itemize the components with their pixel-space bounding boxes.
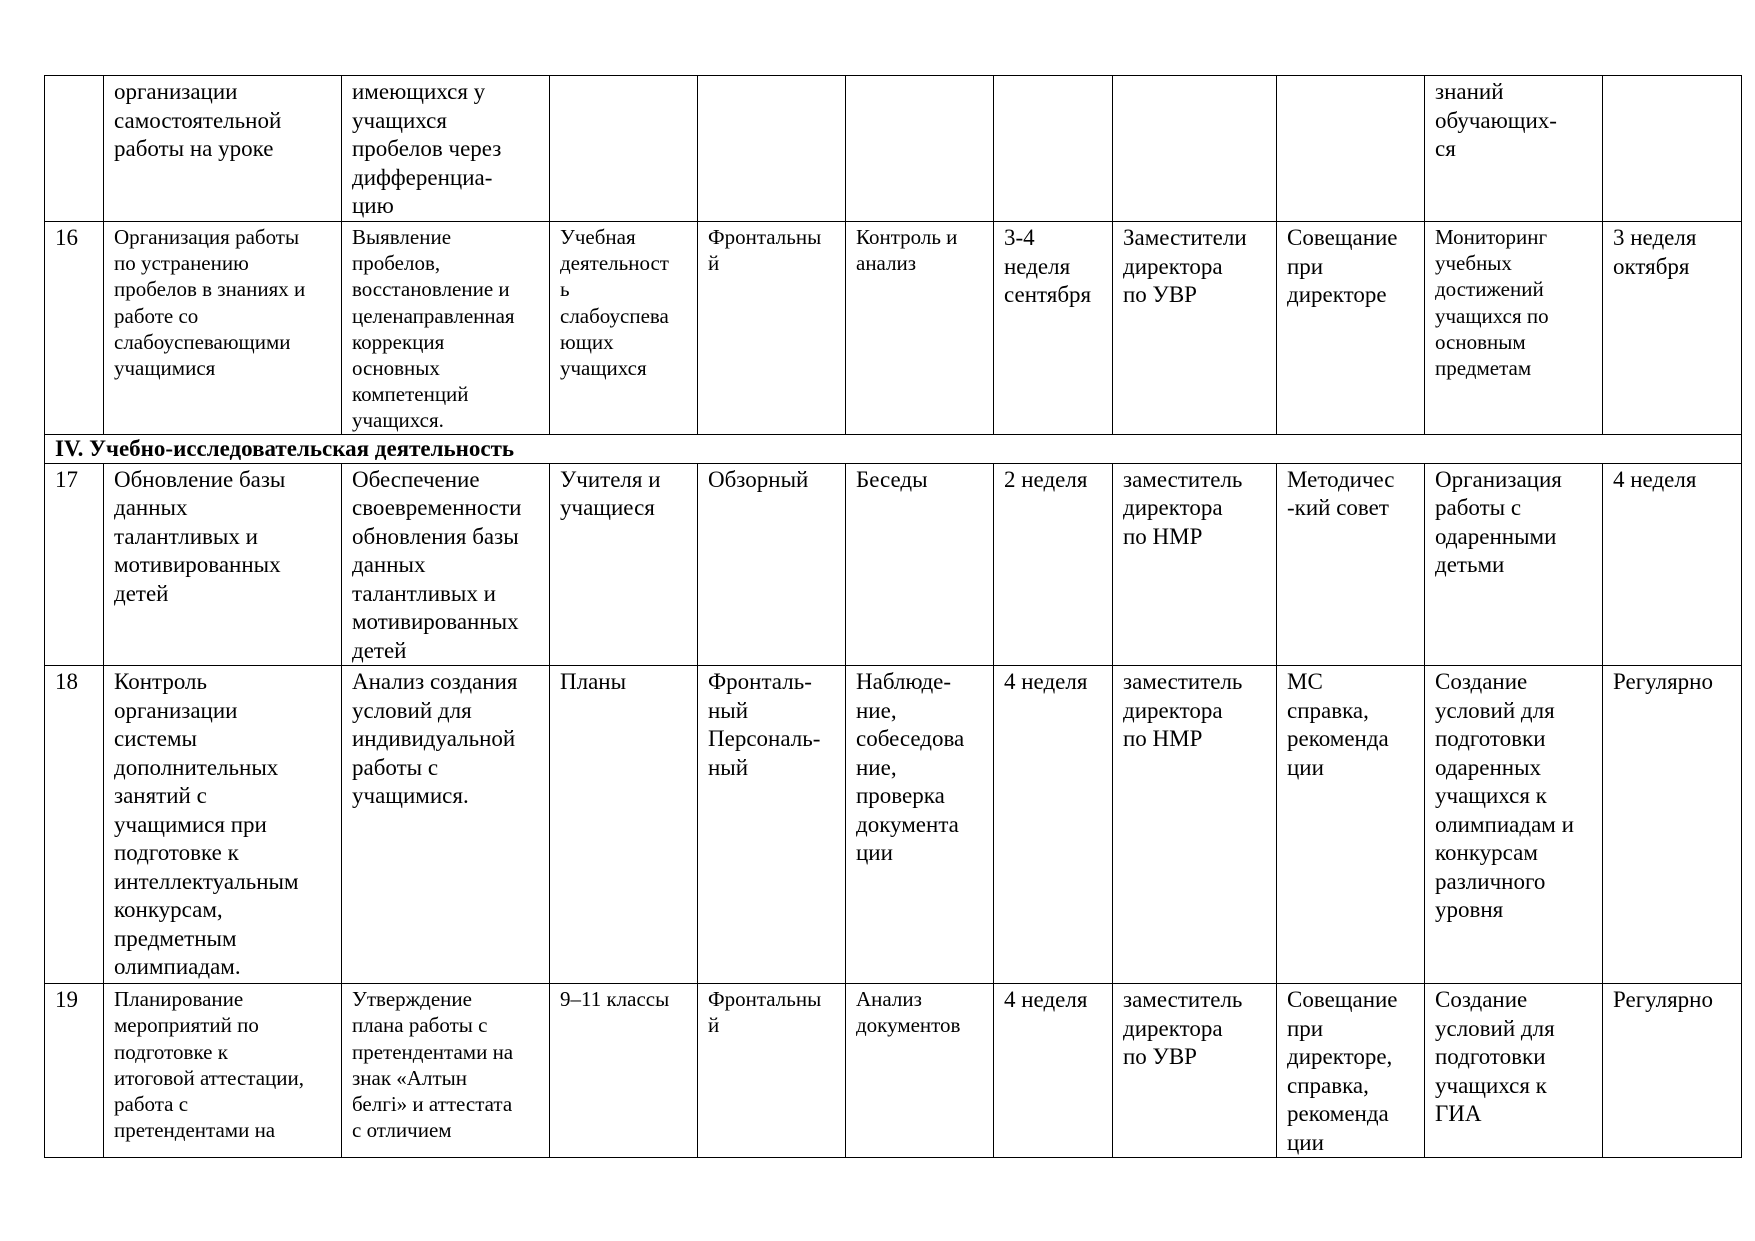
control-method: Анализ документов <box>846 984 994 1158</box>
control-topic: Контроль организации системы дополнительных занятий с учащимися при подготовке к интеллектуальным конкурсам, предметным олимпиадам. <box>104 666 342 984</box>
control-date <box>994 76 1113 222</box>
control-type: Фронтальны й <box>698 984 846 1158</box>
control-topic: Обновление базы данных талантливых и мотивированных детей <box>104 463 342 666</box>
control-deadline: Регулярно <box>1603 666 1742 984</box>
table-row <box>45 463 1742 666</box>
control-method <box>846 76 994 222</box>
table-row <box>45 76 1742 222</box>
control-result: Создание условий для подготовки учащихся к ГИА <box>1425 984 1603 1158</box>
control-object: Учителя и учащиеся <box>550 463 698 666</box>
control-goal: Утверждение плана работы с претендентами на знак «Алтын белгі» и аттестата с отличием <box>342 984 550 1158</box>
table-row <box>45 666 1742 984</box>
control-deadline: 4 неделя <box>1603 463 1742 666</box>
control-review: Методичес -кий совет <box>1277 463 1425 666</box>
control-review: Совещание при директоре, справка, рекоменда ции <box>1277 984 1425 1158</box>
control-goal: имеющихся у учащихся пробелов через дифференциа- цию <box>342 76 550 222</box>
control-topic: Организация работы по устранению пробелов в знаниях и работе со слабоуспевающими учащимися <box>104 222 342 435</box>
control-deadline: 3 неделя октября <box>1603 222 1742 435</box>
row-number: 19 <box>45 984 104 1158</box>
table-row <box>45 222 1742 435</box>
control-responsible: заместитель директора по УВР <box>1113 984 1277 1158</box>
control-object: 9–11 классы <box>550 984 698 1158</box>
control-method: Беседы <box>846 463 994 666</box>
control-result: Создание условий для подготовки одаренных учащихся к олимпиадам и конкурсам различного уровня <box>1425 666 1603 984</box>
control-object <box>550 76 698 222</box>
control-result: знаний обучающих- ся <box>1425 76 1603 222</box>
control-review: Совещание при директоре <box>1277 222 1425 435</box>
table-row <box>45 984 1742 1158</box>
control-responsible: заместитель директора по НМР <box>1113 463 1277 666</box>
control-goal: Выявление пробелов, восстановление и целенаправленная коррекция основных компетенций учащихся. <box>342 222 550 435</box>
control-method: Наблюде- ние, собеседова ние, проверка документа ции <box>846 666 994 984</box>
control-responsible <box>1113 76 1277 222</box>
control-responsible: заместитель директора по НМР <box>1113 666 1277 984</box>
control-goal: Анализ создания условий для индивидуальной работы с учащимися. <box>342 666 550 984</box>
control-result: Организация работы с одаренными детьми <box>1425 463 1603 666</box>
section-row <box>45 434 1742 463</box>
control-responsible: Заместители директора по УВР <box>1113 222 1277 435</box>
control-deadline <box>1603 76 1742 222</box>
control-result: Мониторинг учебных достижений учащихся по основным предметам <box>1425 222 1603 435</box>
control-topic: организации самостоятельной работы на уроке <box>104 76 342 222</box>
control-type: Фронтальны й <box>698 222 846 435</box>
section-heading: IV. Учебно-исследовательская деятельность <box>45 434 1742 463</box>
control-review <box>1277 76 1425 222</box>
control-review: МС справка, рекоменда ции <box>1277 666 1425 984</box>
row-number <box>45 76 104 222</box>
control-type <box>698 76 846 222</box>
control-object: Учебная деятельност ь слабоуспева ющих учащихся <box>550 222 698 435</box>
control-date: 3-4 неделя сентября <box>994 222 1113 435</box>
control-date: 4 неделя <box>994 666 1113 984</box>
control-topic: Планирование мероприятий по подготовке к итоговой аттестации, работа с претендентами на <box>104 984 342 1158</box>
control-date: 2 неделя <box>994 463 1113 666</box>
control-goal: Обеспечение своевременности обновления базы данных талантливых и мотивированных детей <box>342 463 550 666</box>
control-type: Фронталь- ный Персональ- ный <box>698 666 846 984</box>
control-type: Обзорный <box>698 463 846 666</box>
row-number: 16 <box>45 222 104 435</box>
control-plan-table <box>44 75 1742 1158</box>
control-date: 4 неделя <box>994 984 1113 1158</box>
control-deadline: Регулярно <box>1603 984 1742 1158</box>
row-number: 18 <box>45 666 104 984</box>
row-number: 17 <box>45 463 104 666</box>
control-object: Планы <box>550 666 698 984</box>
control-method: Контроль и анализ <box>846 222 994 435</box>
